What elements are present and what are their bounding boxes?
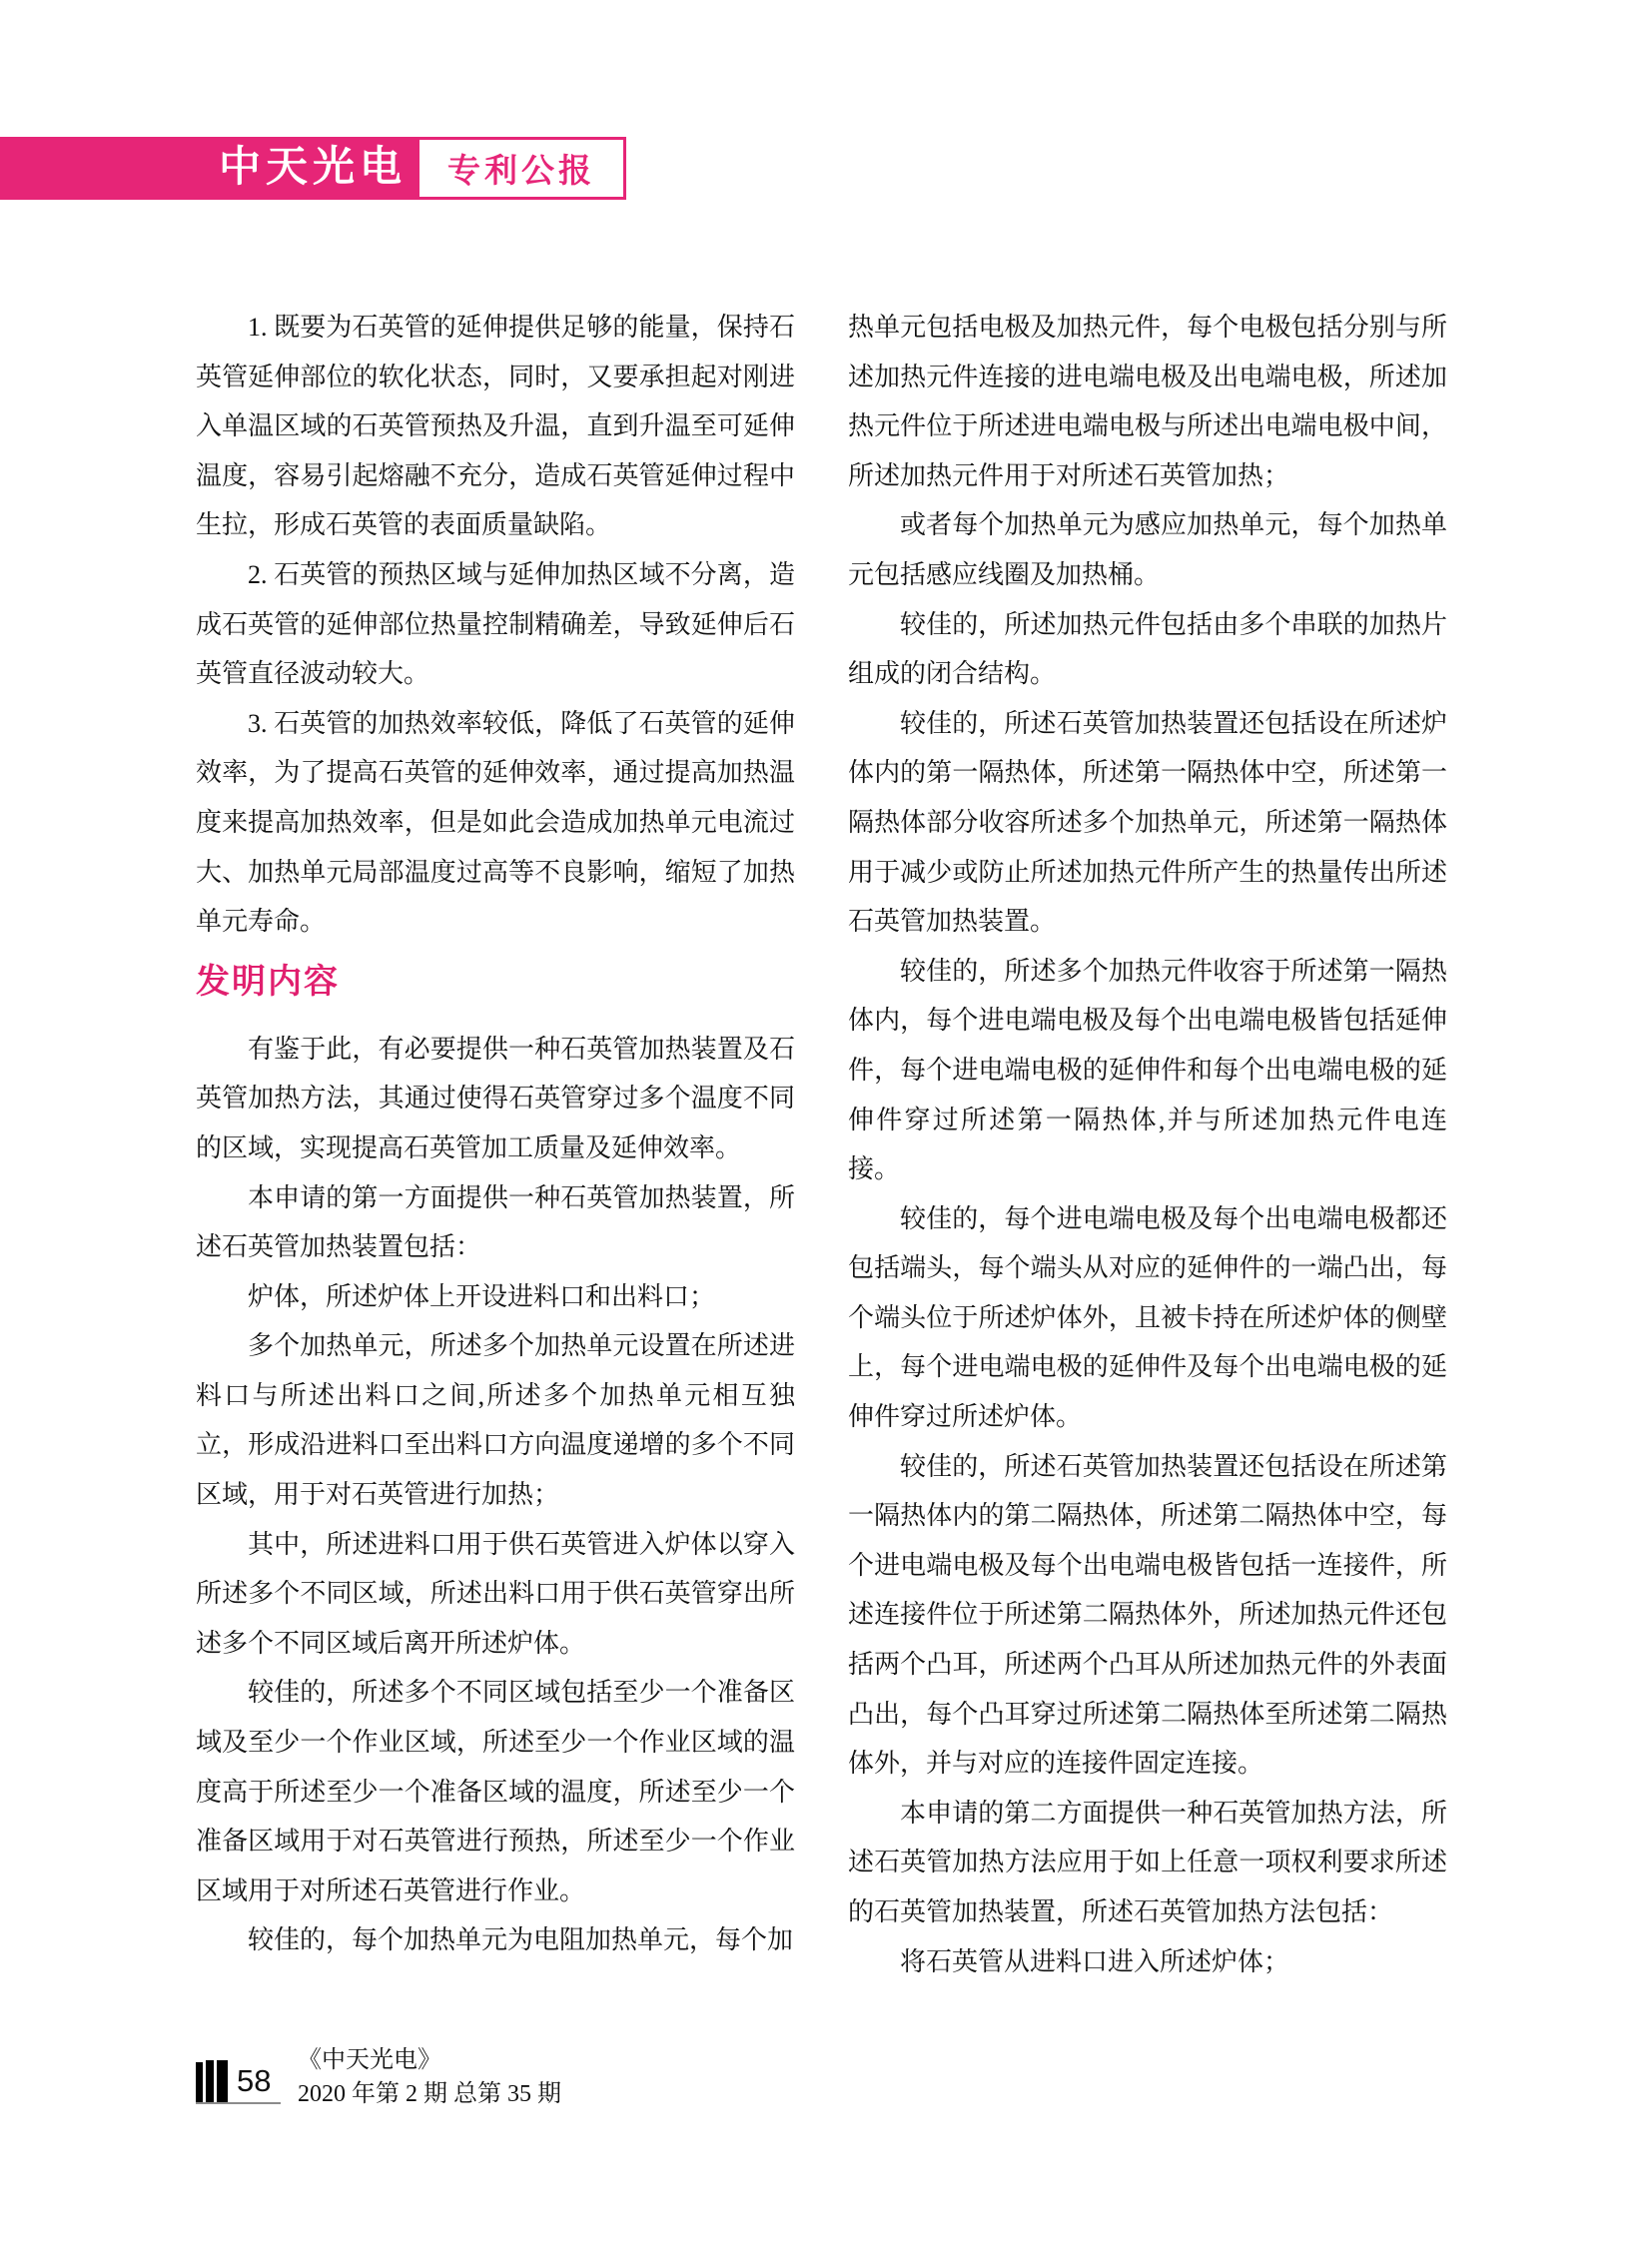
paragraph: 其中，所述进料口用于供石英管进入炉体以穿入所述多个不同区域，所述出料口用于供石英管穿出所述多个不同区域后离开所述炉体。 bbox=[196, 1529, 795, 1658]
paragraph: 1. 既要为石英管的延伸提供足够的能量，保持石英管延伸部位的软化状态，同时，又要承担起对刚进入单温区域的石英管预热及升温，直到升温至可延伸温度，容易引起熔融不充分，造成石英管延伸过程中生拉，形成石英管的表面质量缺陷。 bbox=[196, 313, 795, 540]
footer-bar-icon bbox=[217, 2060, 228, 2102]
brand-logo: 中天光电 bbox=[218, 145, 407, 191]
patent-gazette-badge bbox=[416, 137, 626, 200]
paragraph: 较佳的，所述石英管加热装置还包括设在所述炉体内的第一隔热体，所述第一隔热体中空，所述第一隔热体部分收容所述多个加热单元，所述第一隔热体用于减少或防止所述加热元件所产生的热量传出所述石英管加热装置。 bbox=[848, 708, 1447, 937]
footer-bar-icon bbox=[206, 2060, 214, 2102]
paragraph: 较佳的，所述加热元件包括由多个串联的加热片组成的闭合结构。 bbox=[848, 609, 1447, 689]
paragraph: 本申请的第一方面提供一种石英管加热装置，所述石英管加热装置包括： bbox=[196, 1182, 795, 1262]
footer-bar-icon bbox=[196, 2062, 203, 2102]
section-heading: 发明内容 bbox=[196, 963, 340, 1001]
paragraph: 2. 石英管的预热区域与延伸加热区域不分离，造成石英管的延伸部位热量控制精确差，导致延伸后石英管直径波动较大。 bbox=[196, 559, 795, 689]
paragraph: 较佳的，所述石英管加热装置还包括设在所述第一隔热体内的第二隔热体，所述第二隔热体中空，每个进电端电极及每个出电端电极皆包括一连接件，所述连接件位于所述第二隔热体外，所述加热元件还包括两个凸耳，所述两个凸耳从所述加热元件的外表面凸出，每个凸耳穿过所述第二隔热体至所述第二隔热体外，并与对应的连接件固定连接。 bbox=[848, 1451, 1447, 1779]
paragraph: 炉体，所述炉体上开设进料口和出料口； bbox=[248, 1281, 716, 1311]
paragraph: 较佳的，所述多个不同区域包括至少一个准备区域及至少一个作业区域，所述至少一个作业区域的温度高于所述至少一个准备区域的温度，所述至少一个准备区域用于对石英管进行预热，所述至少一个作业区域用于对所述石英管进行作业。 bbox=[196, 1678, 795, 1905]
page-number: 58 bbox=[237, 2063, 272, 2098]
paragraph: 较佳的，每个进电端电极及每个出电端电极都还包括端头，每个端头从对应的延伸件的一端凸出，每个端头位于所述炉体外，且被卡持在所述炉体的侧壁上，每个进电端电极的延伸件及每个出电端电极的延伸件穿过所述炉体。 bbox=[848, 1203, 1447, 1432]
paragraph: 热单元包括电极及加热元件，每个电极包括分别与所述加热元件连接的进电端电极及出电端电极，所述加热元件位于所述进电端电极与所述出电端电极中间，所述加热元件用于对所述石英管加热； bbox=[848, 313, 1447, 490]
journal-name: 《中天光电》 bbox=[298, 2047, 441, 2073]
paragraph: 将石英管从进料口进入所述炉体； bbox=[900, 1946, 1290, 1976]
footer-rule bbox=[196, 2102, 281, 2104]
right-column bbox=[848, 303, 1447, 1986]
header-brand-bar bbox=[0, 137, 416, 200]
paragraph: 多个加热单元，所述多个加热单元设置在所述进料口与所述出料口之间,所述多个加热单元相互独立，形成沿进料口至出料口方向温度递增的多个不同区域，用于对石英管进行加热； bbox=[196, 1331, 795, 1510]
paragraph: 3. 石英管的加热效率较低，降低了石英管的延伸效率，为了提高石英管的延伸效率，通过提高加热温度来提高加热效率，但是如此会造成加热单元电流过大、加热单元局部温度过高等不良影响，缩短了加热单元寿命。 bbox=[196, 708, 795, 937]
paragraph: 有鉴于此，有必要提供一种石英管加热装置及石英管加热方法，其通过使得石英管穿过多个温度不同的区域，实现提高石英管加工质量及延伸效率。 bbox=[196, 1034, 795, 1162]
paragraph: 较佳的，所述多个加热元件收容于所述第一隔热体内，每个进电端电极及每个出电端电极皆包括延伸件，每个进电端电极的延伸件和每个出电端电极的延伸件穿过所述第一隔热体,并与所述加热元件电连接。 bbox=[848, 956, 1447, 1184]
paragraph: 较佳的，每个加热单元为电阻加热单元，每个加 bbox=[248, 1925, 794, 1955]
journal-info bbox=[298, 2043, 561, 2111]
left-column bbox=[196, 303, 795, 1965]
paragraph: 本申请的第二方面提供一种石英管加热方法，所述石英管加热方法应用于如上任意一项权利要求所述的石英管加热装置，所述石英管加热方法包括： bbox=[848, 1798, 1447, 1926]
badge-label: 专利公报 bbox=[447, 152, 595, 189]
paragraph: 或者每个加热单元为感应加热单元，每个加热单元包括感应线圈及加热桶。 bbox=[848, 510, 1447, 589]
issue-info: 2020 年第 2 期 总第 35 期 bbox=[298, 2081, 561, 2107]
